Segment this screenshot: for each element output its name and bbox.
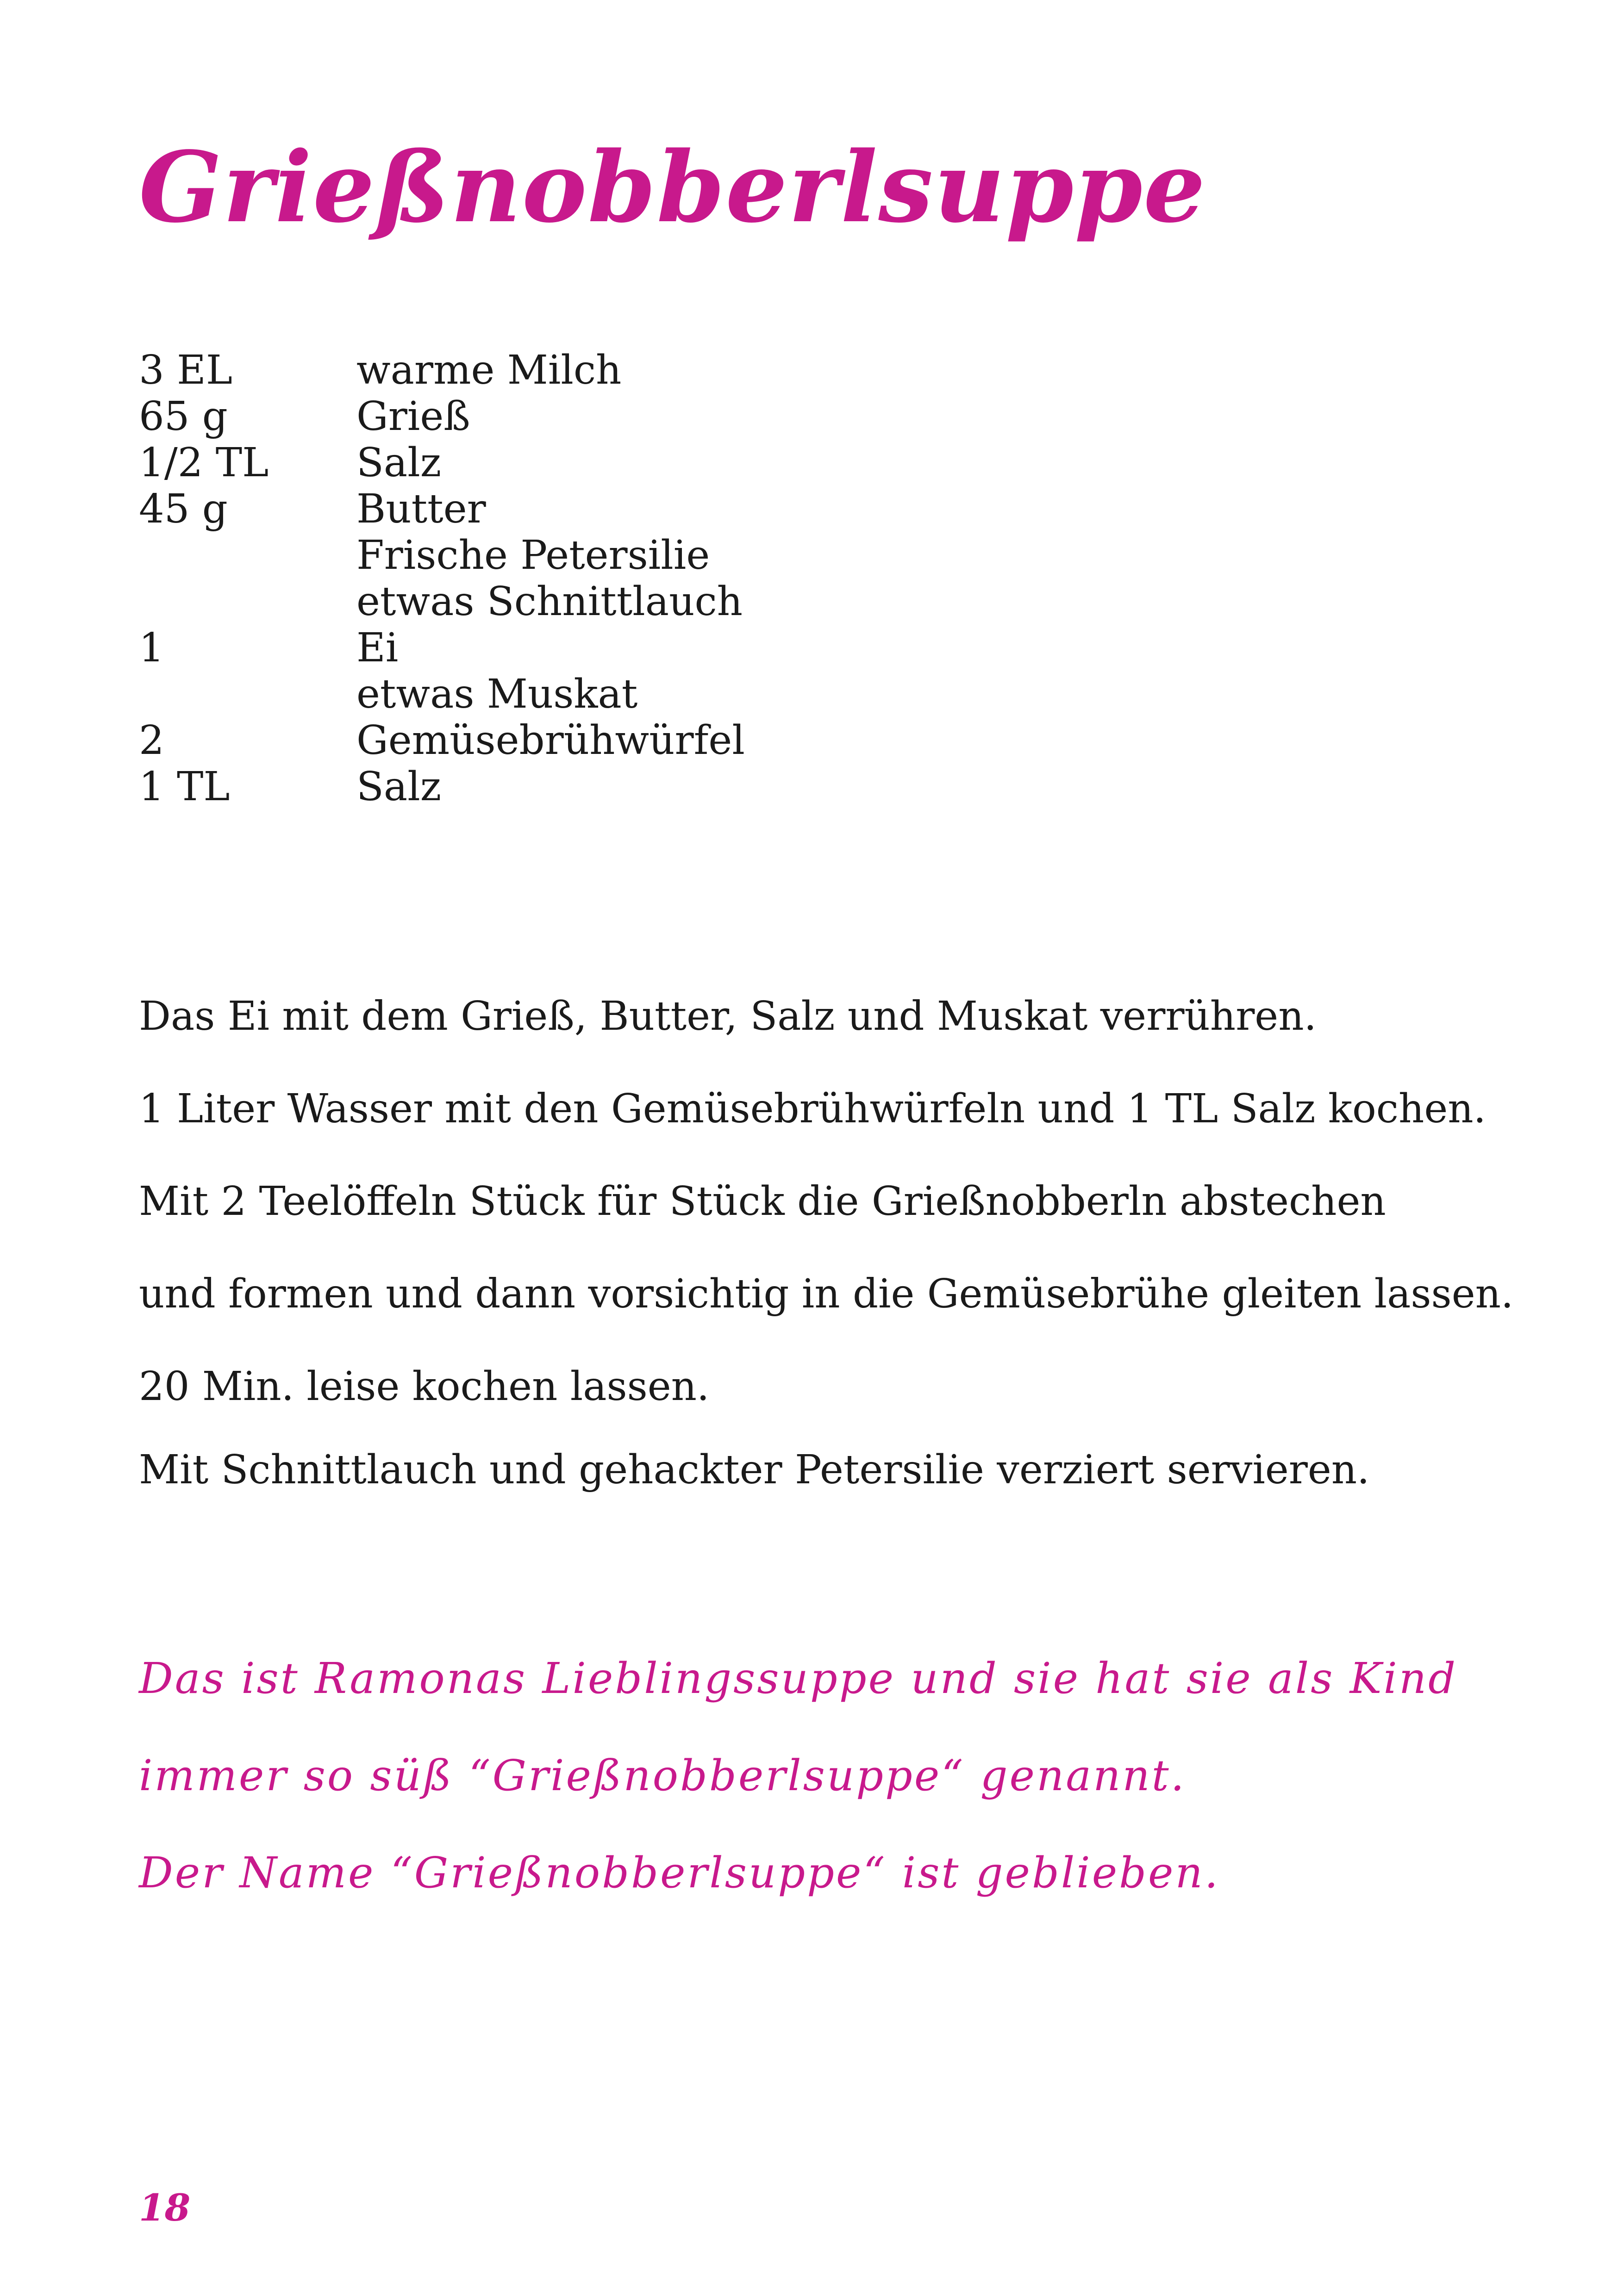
ingredient-name: Salz: [356, 440, 442, 486]
ingredient-name: etwas Schnittlauch: [356, 579, 743, 625]
ingredient-row: [139, 671, 745, 717]
instruction-step: Mit 2 Teelöffeln Stück für Stück die Grießnobberln abstechen: [139, 1178, 1386, 1225]
ingredient-row: [139, 393, 745, 440]
ingredient-name: Gemüsebrühwürfel: [356, 717, 745, 764]
note-line: Das ist Ramonas Lieblingssuppe und sie hat sie als Kind: [139, 1654, 1457, 1703]
instruction-step: 20 Min. leise kochen lassen.: [139, 1363, 710, 1410]
ingredient-row: [139, 486, 745, 532]
instruction-step: 1 Liter Wasser mit den Gemüsebrühwürfeln und 1 TL Salz kochen.: [139, 1086, 1486, 1132]
ingredient-name: Salz: [356, 764, 442, 810]
ingredient-name: Grieß: [356, 393, 470, 440]
ingredient-quantity: 65 g: [139, 393, 228, 440]
note-line: Der Name “Grießnobberlsuppe“ ist geblieben.: [139, 1848, 1220, 1898]
ingredient-row: [139, 764, 745, 810]
ingredient-name: etwas Muskat: [356, 671, 638, 717]
instruction-step: Das Ei mit dem Grieß, Butter, Salz und Muskat verrühren.: [139, 993, 1317, 1039]
ingredient-quantity: 3 EL: [139, 347, 232, 393]
ingredient-row: [139, 717, 745, 764]
ingredient-name: warme Milch: [356, 347, 622, 393]
ingredient-row: [139, 579, 745, 625]
ingredient-quantity: 1 TL: [139, 764, 230, 810]
ingredient-quantity: 45 g: [139, 486, 228, 532]
ingredient-row: [139, 532, 745, 579]
ingredient-row: [139, 625, 745, 671]
ingredient-name: Butter: [356, 486, 486, 532]
ingredient-list: [139, 347, 745, 810]
instruction-step: Mit Schnittlauch und gehackter Petersilie verziert servieren.: [139, 1447, 1370, 1493]
note-line: immer so süß “Grießnobberlsuppe“ genannt.: [139, 1751, 1186, 1800]
ingredient-name: Ei: [356, 625, 399, 671]
instruction-step: und formen und dann vorsichtig in die Gemüsebrühe gleiten lassen.: [139, 1271, 1514, 1317]
ingredient-quantity: 1: [139, 625, 164, 671]
ingredient-row: [139, 347, 745, 393]
ingredient-name: Frische Petersilie: [356, 532, 710, 579]
ingredient-quantity: 1/2 TL: [139, 440, 269, 486]
ingredient-row: [139, 440, 745, 486]
recipe-title: Grießnobberlsuppe: [139, 130, 1206, 244]
page-number: 18: [139, 2186, 191, 2229]
ingredient-quantity: 2: [139, 717, 164, 764]
